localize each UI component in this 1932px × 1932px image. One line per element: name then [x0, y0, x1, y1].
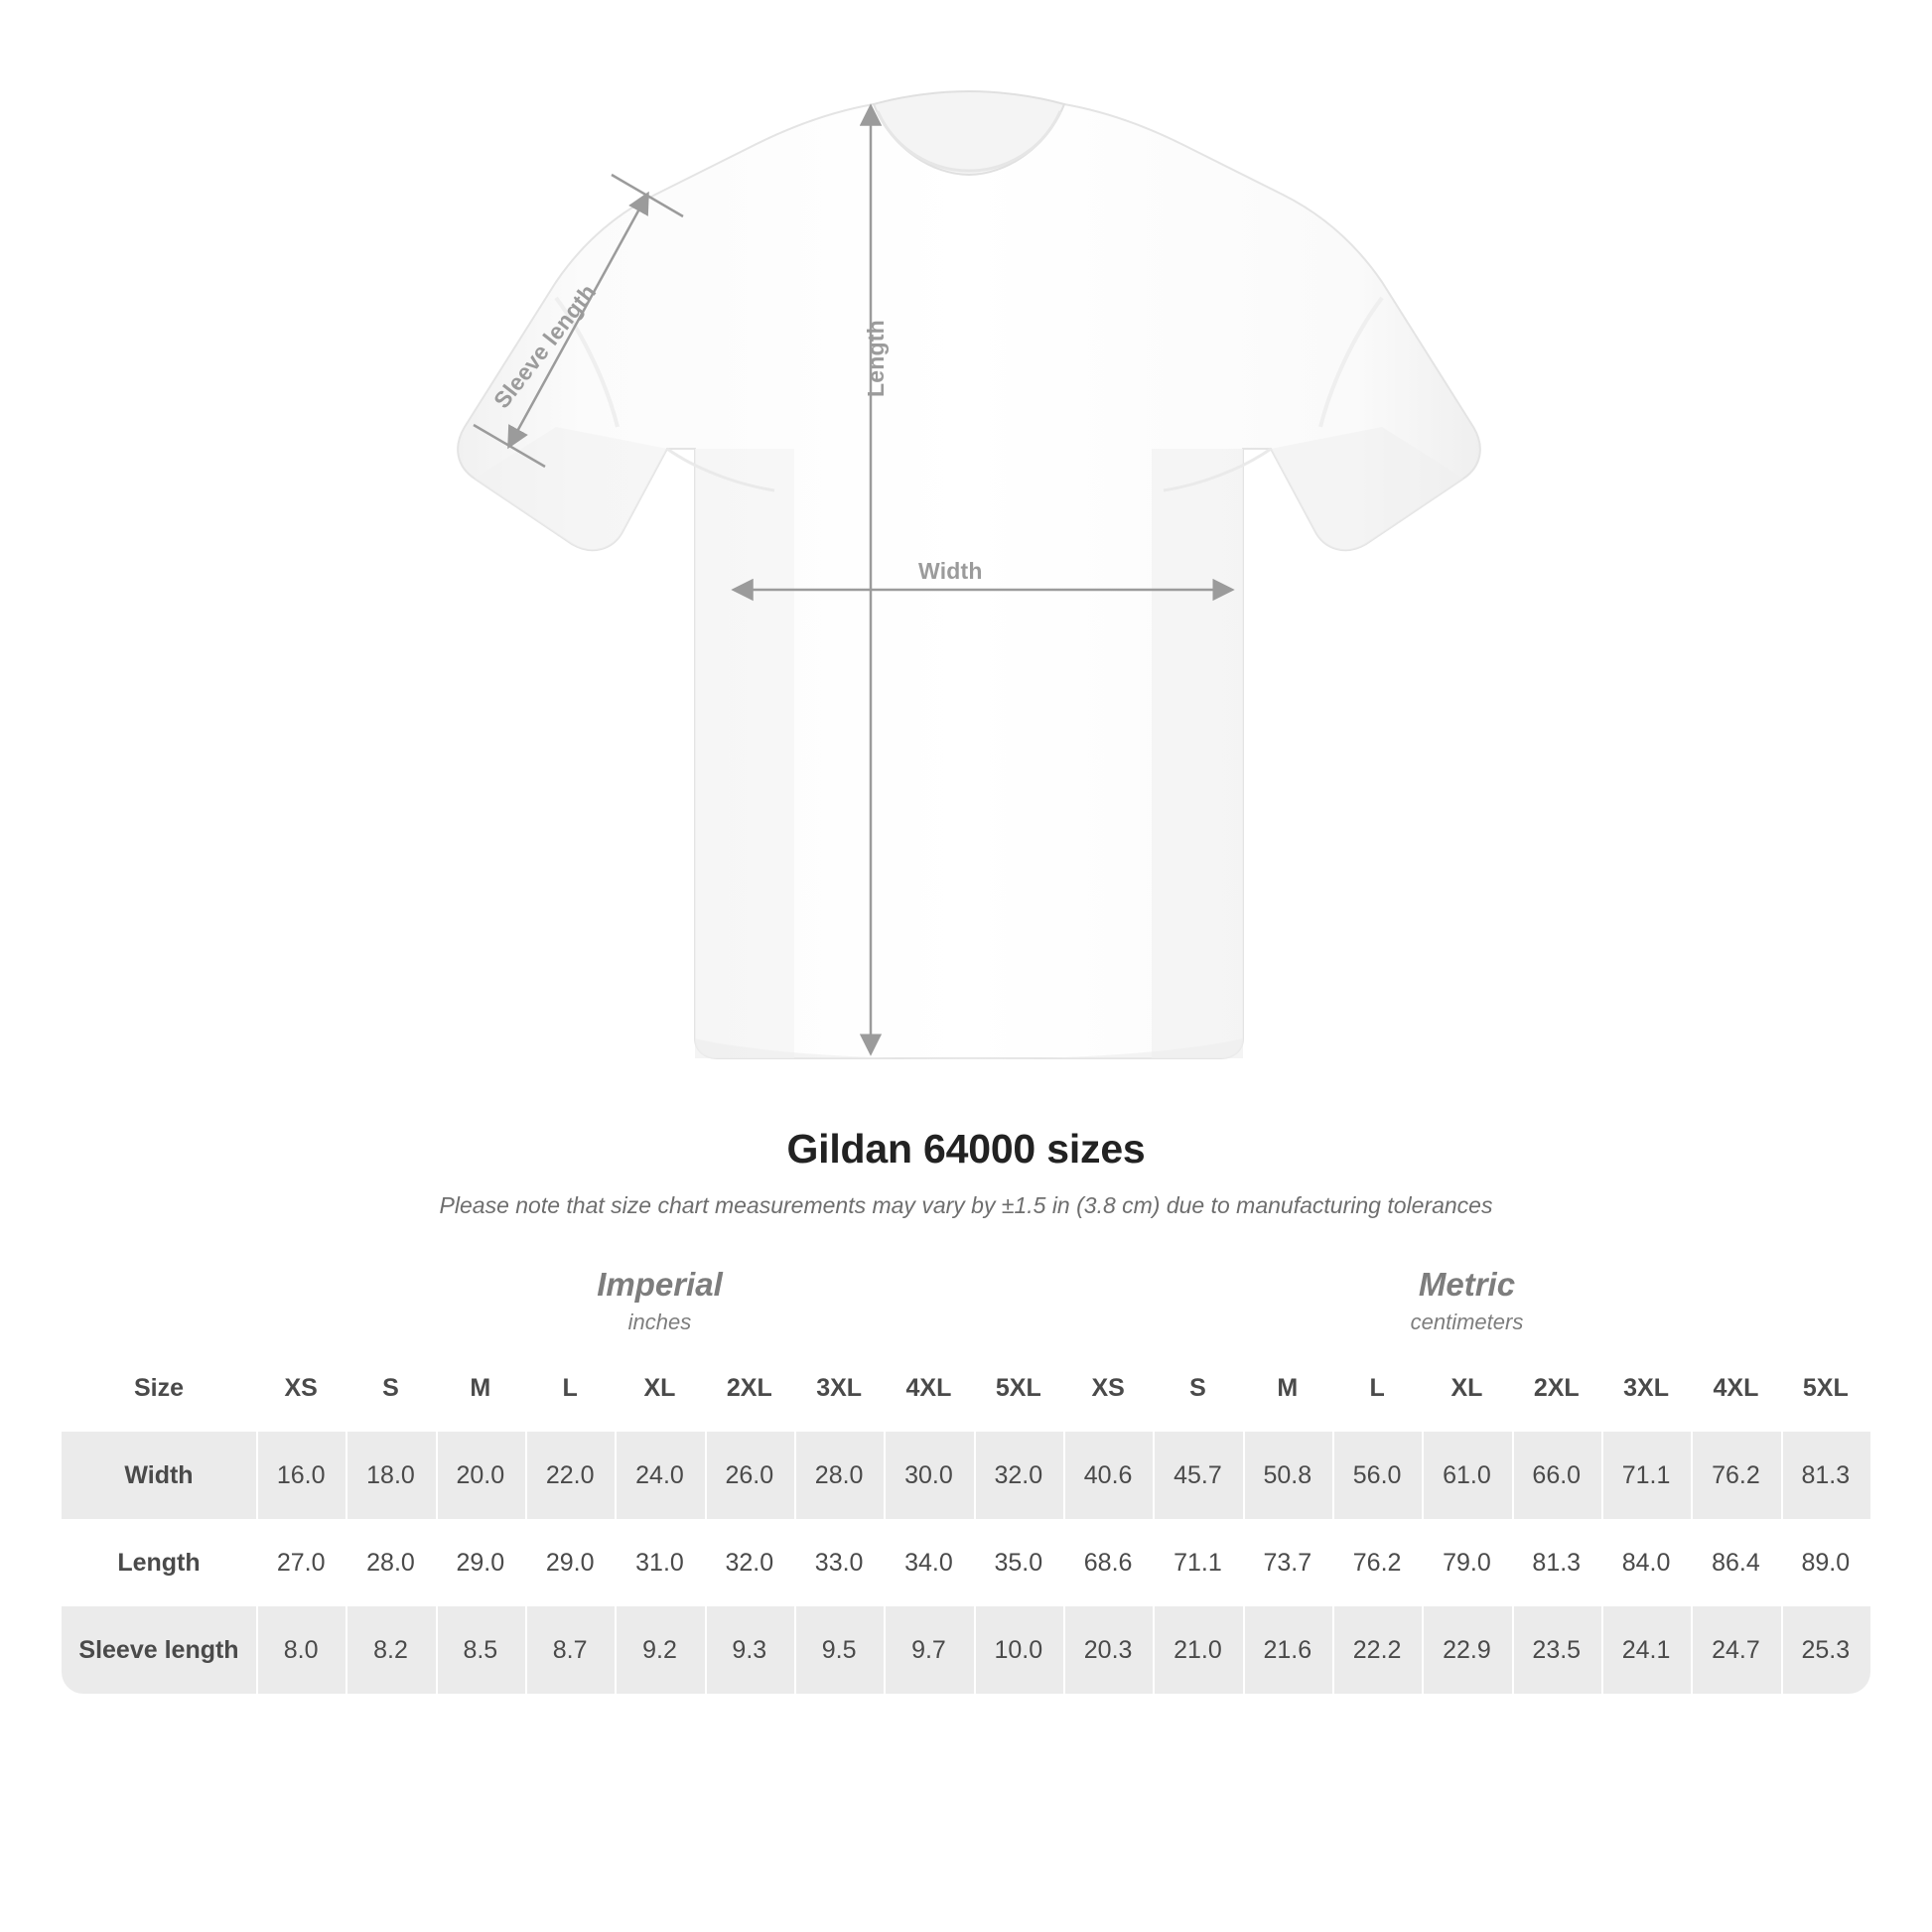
table-cell: 61.0	[1422, 1432, 1511, 1519]
table-cell: 27.0	[256, 1519, 345, 1606]
size-header-cell: 4XL	[884, 1344, 973, 1432]
size-header-cell: 2XL	[705, 1344, 794, 1432]
table-cell: 50.8	[1243, 1432, 1332, 1519]
table-cell: 21.6	[1243, 1606, 1332, 1694]
table-cell: 16.0	[256, 1432, 345, 1519]
table-cell: 86.4	[1691, 1519, 1780, 1606]
unit-header-spacer	[62, 1257, 256, 1344]
table-cell: 33.0	[794, 1519, 884, 1606]
table-cell: 29.0	[525, 1519, 615, 1606]
unit-name-metric: Metric	[1418, 1266, 1516, 1304]
table-cell: 9.3	[705, 1606, 794, 1694]
table-cell: 81.3	[1512, 1519, 1601, 1606]
table-cell: 26.0	[705, 1432, 794, 1519]
size-header-cell: L	[1332, 1344, 1422, 1432]
size-header-cell: 5XL	[1781, 1344, 1870, 1432]
size-header-cell: 4XL	[1691, 1344, 1780, 1432]
table-cell: 66.0	[1512, 1432, 1601, 1519]
size-table-wrapper	[62, 1257, 1870, 1694]
size-header-cell: S	[345, 1344, 435, 1432]
table-cell: 28.0	[794, 1432, 884, 1519]
table-cell: 18.0	[345, 1432, 435, 1519]
table-cell: 22.9	[1422, 1606, 1511, 1694]
table-cell: 71.1	[1601, 1432, 1691, 1519]
table-cell: 68.6	[1063, 1519, 1153, 1606]
table-cell: 8.7	[525, 1606, 615, 1694]
unit-sub-imperial: inches	[627, 1309, 692, 1334]
table-cell: 76.2	[1691, 1432, 1780, 1519]
table-cell: 32.0	[705, 1519, 794, 1606]
table-cell: 56.0	[1332, 1432, 1422, 1519]
table-cell: 23.5	[1512, 1606, 1601, 1694]
size-header-cell: M	[436, 1344, 525, 1432]
width-dimension-label: Width	[918, 558, 983, 584]
table-cell: 22.0	[525, 1432, 615, 1519]
size-header-cell: XS	[1063, 1344, 1153, 1432]
table-row	[62, 1432, 1870, 1519]
table-cell: 73.7	[1243, 1519, 1332, 1606]
table-cell: 8.2	[345, 1606, 435, 1694]
table-cell: 32.0	[974, 1432, 1063, 1519]
table-cell: 20.0	[436, 1432, 525, 1519]
size-header-cell: M	[1243, 1344, 1332, 1432]
size-header-row	[62, 1344, 1870, 1432]
table-cell: 10.0	[974, 1606, 1063, 1694]
table-cell: 45.7	[1153, 1432, 1242, 1519]
table-cell: 9.7	[884, 1606, 973, 1694]
title-block	[0, 1126, 1932, 1219]
unit-header-metric	[1063, 1257, 1870, 1344]
table-cell: 21.0	[1153, 1606, 1242, 1694]
table-cell: 71.1	[1153, 1519, 1242, 1606]
table-cell: 25.3	[1781, 1606, 1870, 1694]
table-cell: 76.2	[1332, 1519, 1422, 1606]
tolerance-note: Please note that size chart measurements may vary by ±1.5 in (3.8 cm) due to manufacturing tolerances	[439, 1192, 1493, 1218]
sleeve-length-dimension-label: Sleeve length	[488, 279, 602, 414]
row-label-sleeve-length: Sleeve length	[62, 1606, 256, 1694]
table-cell: 79.0	[1422, 1519, 1511, 1606]
table-cell: 9.2	[615, 1606, 704, 1694]
table-cell: 28.0	[345, 1519, 435, 1606]
size-header-cell: XL	[615, 1344, 704, 1432]
table-cell: 40.6	[1063, 1432, 1153, 1519]
table-cell: 8.0	[256, 1606, 345, 1694]
table-cell: 8.5	[436, 1606, 525, 1694]
table-cell: 24.1	[1601, 1606, 1691, 1694]
table-cell: 81.3	[1781, 1432, 1870, 1519]
unit-name-imperial: Imperial	[597, 1266, 723, 1304]
size-header-cell: 5XL	[974, 1344, 1063, 1432]
table-row	[62, 1519, 1870, 1606]
table-cell: 9.5	[794, 1606, 884, 1694]
table-cell: 31.0	[615, 1519, 704, 1606]
table-cell: 24.0	[615, 1432, 704, 1519]
unit-header-imperial	[256, 1257, 1063, 1344]
table-cell: 24.7	[1691, 1606, 1780, 1694]
table-cell: 35.0	[974, 1519, 1063, 1606]
table-cell: 30.0	[884, 1432, 973, 1519]
size-header-cell: 3XL	[1601, 1344, 1691, 1432]
row-label-length: Length	[62, 1519, 256, 1606]
table-row	[62, 1606, 1870, 1694]
table-cell: 34.0	[884, 1519, 973, 1606]
size-header-cell: 2XL	[1512, 1344, 1601, 1432]
size-header-cell: 3XL	[794, 1344, 884, 1432]
size-header-cell: XL	[1422, 1344, 1511, 1432]
size-header-cell: L	[525, 1344, 615, 1432]
page-title: Gildan 64000 sizes	[786, 1126, 1146, 1172]
table-cell: 29.0	[436, 1519, 525, 1606]
table-cell: 89.0	[1781, 1519, 1870, 1606]
row-label-width: Width	[62, 1432, 256, 1519]
length-dimension-label: Length	[863, 320, 889, 397]
size-header-cell: XS	[256, 1344, 345, 1432]
size-header-cell: S	[1153, 1344, 1242, 1432]
table-cell: 20.3	[1063, 1606, 1153, 1694]
table-cell: 22.2	[1332, 1606, 1422, 1694]
unit-sub-metric: centimeters	[1410, 1309, 1524, 1334]
size-row-label: Size	[62, 1344, 256, 1432]
table-cell: 84.0	[1601, 1519, 1691, 1606]
size-table	[62, 1257, 1870, 1694]
unit-header-row	[62, 1257, 1870, 1344]
